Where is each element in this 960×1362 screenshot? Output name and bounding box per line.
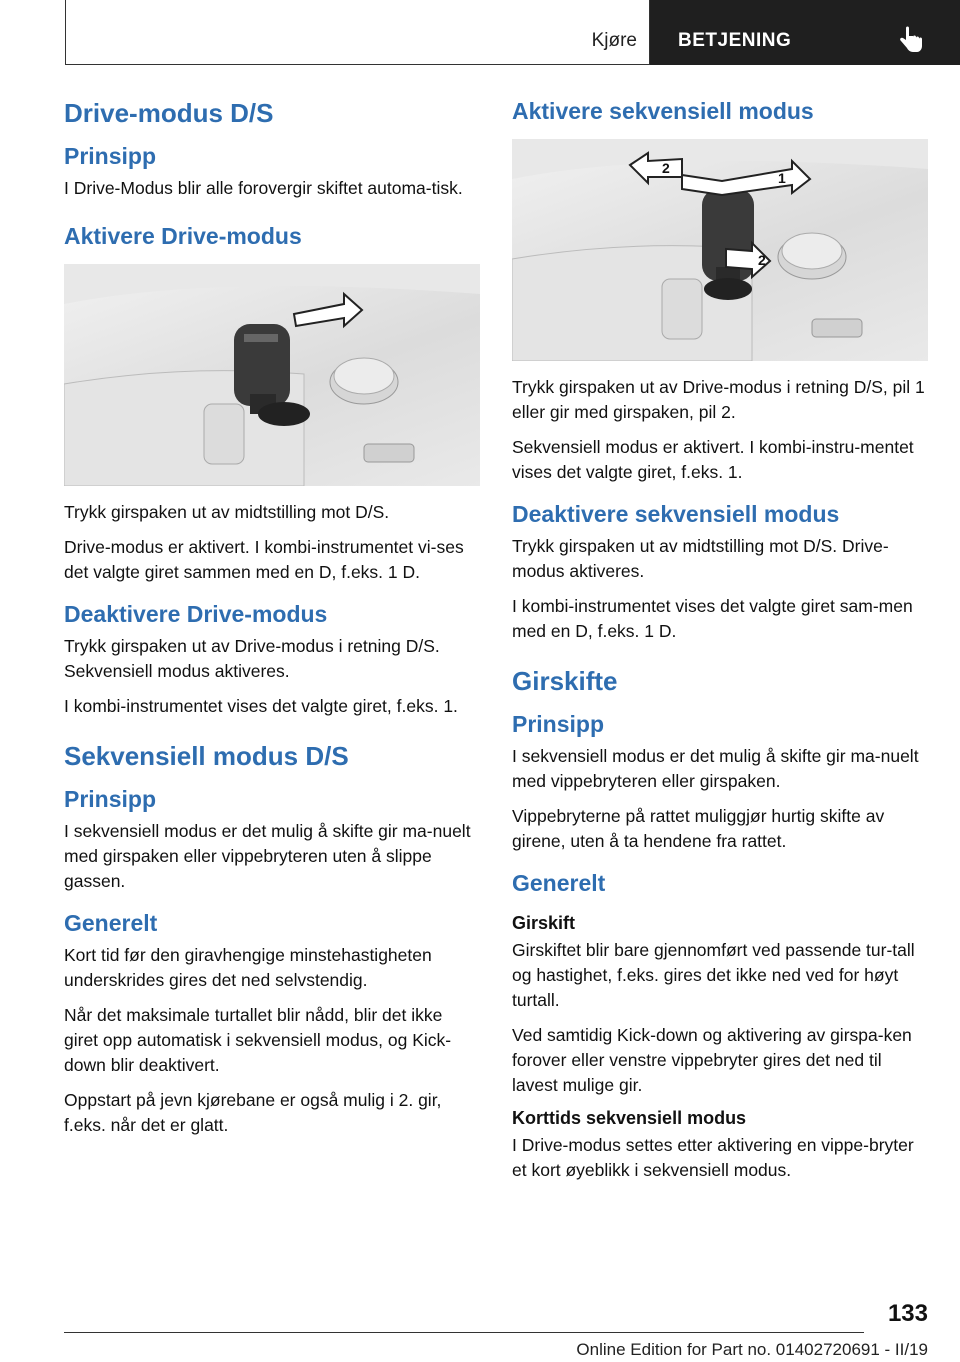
text-prinsipp-3-2: Vippebryterne på rattet muliggjør hurtig skifte av girene, uten å ta hendene fra rattet. [512,806,885,851]
heading-prinsipp-1: Prinsipp [64,143,157,169]
text-aktivere-drive: Drive-modus er aktivert. I kombi-instrumentet vi-ses det valgte giret sammen med en D, f.eks. 1 D. [64,537,464,582]
heading-prinsipp-3: Prinsipp [512,711,605,737]
title-drive-modus: Drive-modus D/S [64,98,274,128]
caption-aktivere-sekvensiell: Trykk girspaken ut av Drive-modus i retning D/S, pil 1 eller gir med girspaken, pil 2. [512,377,925,422]
heading-aktivere-drive: Aktivere Drive-modus [64,223,302,249]
heading-aktivere-sekvensiell: Aktivere sekvensiell modus [512,98,814,124]
header-breadcrumb-box [65,0,650,65]
text-prinsipp-1: I Drive-Modus blir alle forovergir skiftet automa-tisk. [64,178,463,198]
text-korttids: I Drive-modus settes etter aktivering en vippe-bryter et kort øyeblikk i sekvensiell modus. [512,1135,914,1180]
section-title: BETJENING [678,30,792,51]
heading-generelt-1: Generelt [64,910,158,936]
header-section-box [650,0,960,65]
text-prinsipp-3-1: I sekvensiell modus er det mulig å skifte gir ma-nuelt med vippebryteren eller girspaken. [512,746,919,791]
left-column [64,98,480,1148]
pointing-hand-icon [898,26,924,54]
right-column [512,98,928,1193]
gear-lever-illustration [64,264,480,486]
heading-girskift: Girskift [512,913,576,933]
heading-korttids: Korttids sekvensiell modus [512,1108,747,1128]
text-deaktivere-drive-2: I kombi-instrumentet vises det valgte giret, f.eks. 1. [64,696,458,716]
gear-lever-figure-drive [64,264,480,486]
caption-aktivere-drive: Trykk girspaken ut av midtstilling mot D/S. [64,502,390,522]
heading-generelt-2: Generelt [512,870,606,896]
text-generelt-1: Kort tid før den giravhengige minstehastigheten underskrides gires det ned selvstendig. [64,945,432,990]
text-aktivere-sekvensiell: Sekvensiell modus er aktivert. I kombi-instru-mentet vises det valgte giret, f.eks. 1. [512,437,914,482]
text-deaktivere-sekvensiell-2: I kombi-instrumentet vises det valgte giret sam-men med en D, f.eks. 1 D. [512,596,913,641]
text-deaktivere-drive-1: Trykk girspaken ut av Drive-modus i retning D/S. Sekvensiell modus aktiveres. [64,636,440,681]
page-header [65,0,960,65]
text-girskift-2: Ved samtidig Kick-down og aktivering av girspa-ken forover eller venstre vippebryter gires det ned til lavest mulige gir. [512,1025,912,1095]
gear-lever-figure-sekvensiell [512,139,928,361]
text-generelt-3: Oppstart på jevn kjørebane er også mulig i 2. gir, f.eks. når det er glatt. [64,1090,442,1135]
arrow-label-1: 1 [778,170,786,186]
heading-deaktivere-sekvensiell: Deaktivere sekvensiell modus [512,501,840,527]
title-sekvensiell-modus: Sekvensiell modus D/S [64,741,349,771]
text-deaktivere-sekvensiell-1: Trykk girspaken ut av midtstilling mot D/S. Drive-modus aktiveres. [512,536,889,581]
edition-text: Online Edition for Part no. 01402720691 - II/19 [576,1340,928,1359]
footer-divider [64,1332,864,1333]
text-prinsipp-2: I sekvensiell modus er det mulig å skifte gir ma-nuelt med girspaken eller vippebryteren uten å slippe gassen. [64,821,471,891]
arrow-label-2-top: 2 [662,160,670,176]
heading-prinsipp-2: Prinsipp [64,786,157,812]
arrow-label-2-bottom: 2 [758,252,766,268]
title-girskifte: Girskifte [512,666,618,696]
gear-lever-arrows-illustration [512,139,928,361]
page-number: 133 [887,1300,928,1327]
text-girskift-1: Girskiftet blir bare gjennomført ved passende tur-tall og hastighet, f.eks. gires det ikke ned ved for høyt turtall. [512,940,915,1010]
heading-deaktivere-drive: Deaktivere Drive-modus [64,601,328,627]
text-generelt-2: Når det maksimale turtallet blir nådd, blir det ikke giret opp automatisk i sekvensiell modus, og Kick-down blir deaktivert. [64,1005,452,1075]
breadcrumb: Kjøre [591,30,637,51]
